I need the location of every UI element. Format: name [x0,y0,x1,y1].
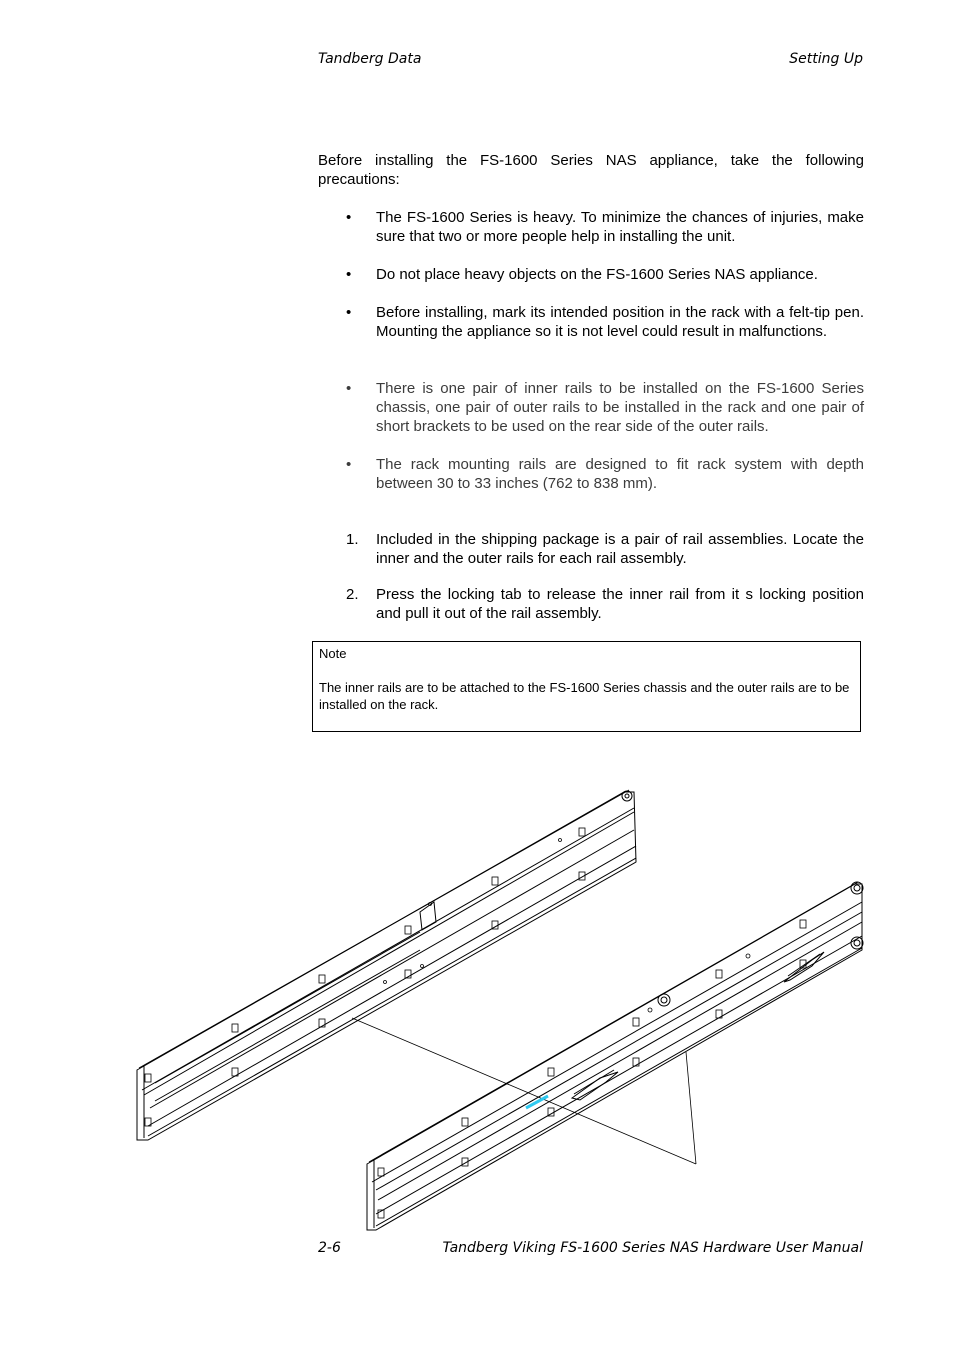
bullet-item [318,455,864,493]
bullet-text: The FS-1600 Series is heavy. To minimize the chances of injuries, make sure that two or more people help in installing the unit. [376,209,864,245]
rail-assembly-illustration [0,780,954,1240]
header-left: Tandberg Data [318,51,422,67]
bullet-text: The rack mounting rails are designed to fit rack system with depth between 30 to 33 inches (762 to 838 mm). [376,456,864,492]
bullet-text: There is one pair of inner rails to be installed on the FS-1600 Series chassis, one pair of outer rails to be installed in the rack and one pair of short brackets to be used on the rear side of the outer rails. [376,380,864,435]
bullet-item [318,208,864,246]
step-number: 2. [346,586,359,603]
note-title: Note [319,646,347,661]
bullet-mark: • [346,266,352,283]
bullet-item [318,379,864,436]
bullet-item [318,265,864,284]
bullet-text: Before installing, mark its intended position in the rack with a felt-tip pen. Mounting the appliance so it is not level could result in malfunctions. [376,304,864,340]
step-text: Press the locking tab to release the inner rail from it s locking position and pull it out of the rail assembly. [376,586,864,622]
step-text: Included in the shipping package is a pair of rail assemblies. Locate the inner and the outer rails for each rail assembly. [376,531,864,567]
step-number: 1. [346,531,359,548]
bullet-item [318,303,864,341]
intro-paragraph: Before installing the FS-1600 Series NAS appliance, take the following precautions: [318,152,864,188]
bullet-mark: • [346,380,352,397]
bullet-mark: • [346,209,352,226]
note-box [312,641,861,732]
bullet-mark: • [346,304,352,321]
footer-page-number: 2-6 [318,1240,341,1256]
bullet-mark: • [346,456,352,473]
upper-rail-assembly [137,790,636,1140]
step-item [318,585,864,623]
step-item [318,530,864,568]
bullet-text: Do not place heavy objects on the FS-1600 Series NAS appliance. [376,266,818,283]
header-right: Setting Up [789,51,863,67]
note-body: The inner rails are to be attached to the FS-1600 Series chassis and the outer rails are to be installed on the rack. [319,680,850,712]
footer-manual-title: Tandberg Viking FS-1600 Series NAS Hardware User Manual [442,1240,863,1256]
